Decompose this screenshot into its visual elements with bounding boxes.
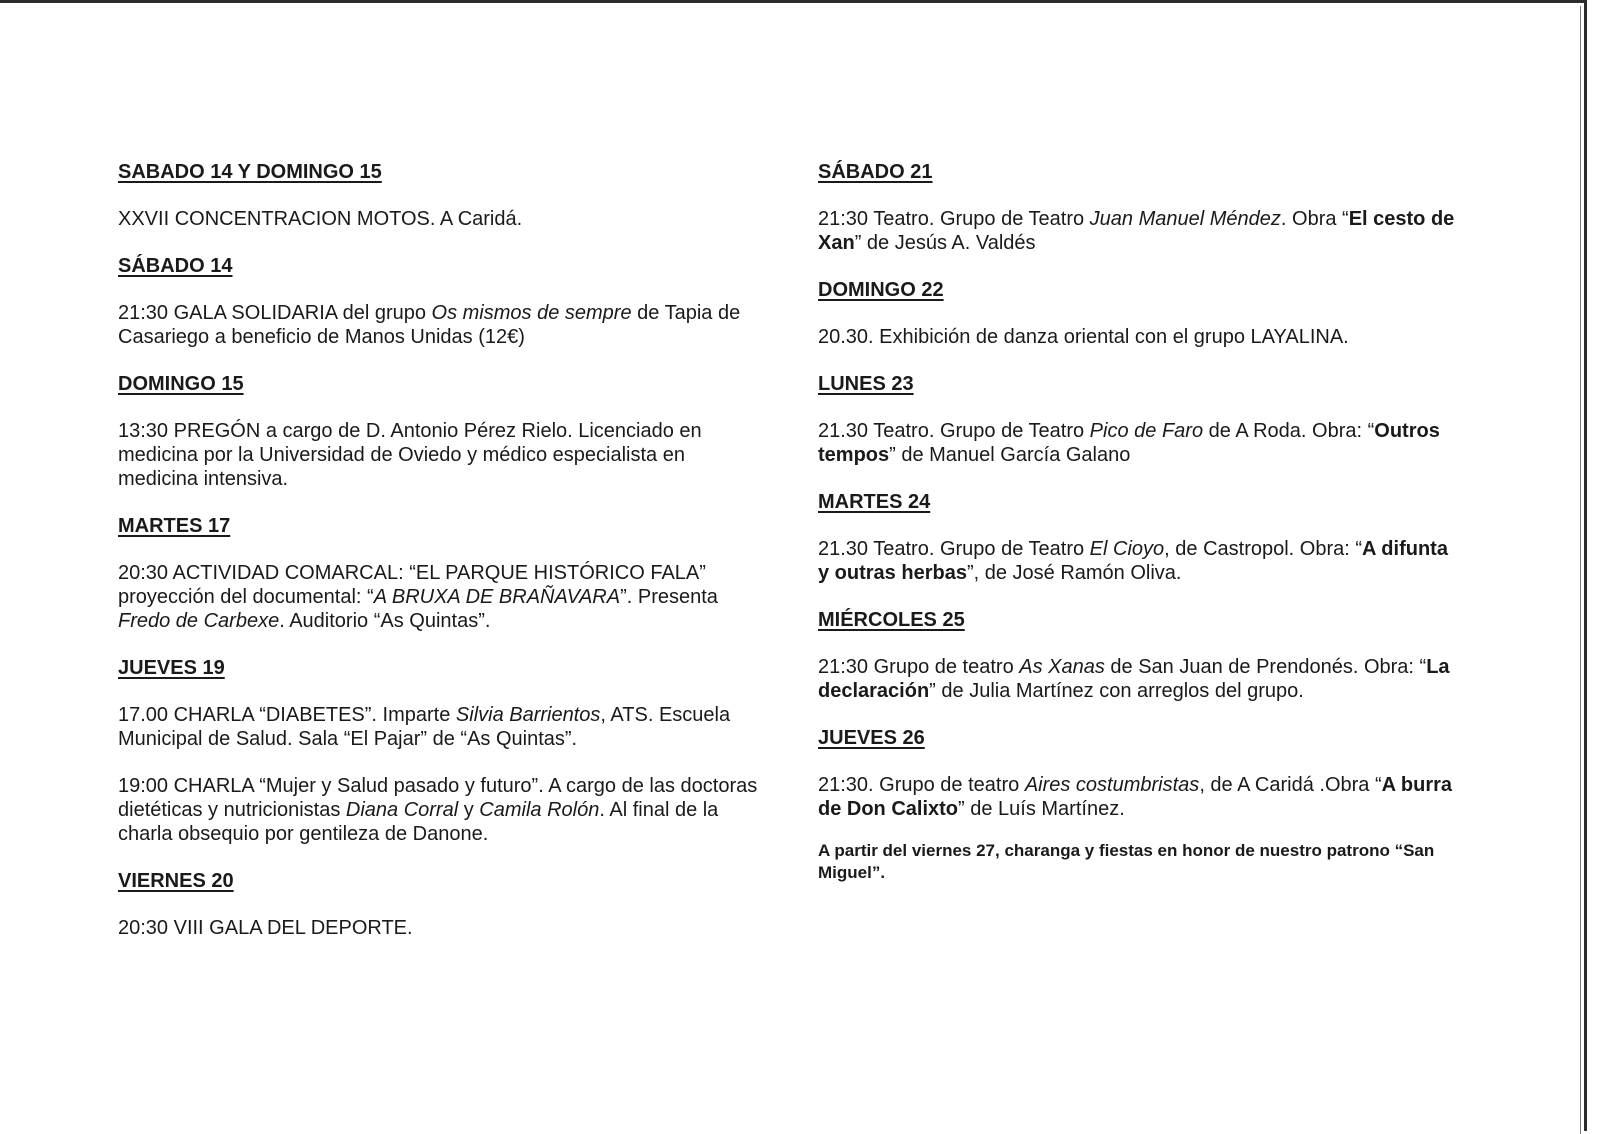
event-entry: 20.30. Exhibición de danza oriental con el grupo LAYALINA. [818,326,1349,348]
day-heading: DOMINGO 15 [118,373,244,395]
day-heading: MARTES 24 [818,491,931,513]
day-heading: JUEVES 26 [818,727,925,749]
event-entry: 21:30. Grupo de teatro Aires costumbristas, de A Caridá .Obra “A burra de Don Calixto” de Luís Martínez. [818,774,1453,820]
closing-note: A partir del viernes 27, charanga y fiestas en honor de nuestro patrono “San Miguel”. [818,841,1435,882]
event-entry: 20:30 VIII GALA DEL DEPORTE. [118,917,413,939]
left-column [118,160,758,963]
event-entry: 21.30 Teatro. Grupo de Teatro El Cioyo, de Castropol. Obra: “A difunta y outras herbas”, de José Ramón Oliva. [818,538,1448,584]
event-entry: 21:30 GALA SOLIDARIA del grupo Os mismos de sempre de Tapia de Casariego a beneficio de Manos Unidas (12€) [118,302,741,348]
day-heading: MARTES 17 [118,515,231,537]
day-heading: MIÉRCOLES 25 [818,609,965,631]
event-entry: 13:30 PREGÓN a cargo de D. Antonio Pérez Rielo. Licenciado en medicina por la Universidad de Oviedo y médico especialista en medicina intensiva. [118,420,702,490]
event-entry: 21:30 Teatro. Grupo de Teatro Juan Manuel Méndez. Obra “El cesto de Xan” de Jesús A. Valdés [818,208,1455,254]
day-heading: SÁBADO 14 [118,255,233,277]
event-entry: 21.30 Teatro. Grupo de Teatro Pico de Faro de A Roda. Obra: “Outros tempos” de Manuel García Galano [818,420,1440,466]
event-entry: XXVII CONCENTRACION MOTOS. A Caridá. [118,208,523,230]
event-entry: 19:00 CHARLA “Mujer y Salud pasado y futuro”. A cargo de las doctoras dietéticas y nutricionistas Diana Corral y Camila Rolón. Al final de la charla obsequio por gentileza de Danone. [118,775,758,845]
event-entry: 21:30 Grupo de teatro As Xanas de San Juan de Prendonés. Obra: “La declaración” de Julia Martínez con arreglos del grupo. [818,656,1450,702]
event-entry: 17.00 CHARLA “DIABETES”. Imparte Silvia Barrientos, ATS. Escuela Municipal de Salud. Sala “El Pajar” de “As Quintas”. [118,704,731,750]
day-heading: JUEVES 19 [118,657,225,679]
right-column [818,160,1458,884]
day-heading: LUNES 23 [818,373,914,395]
day-heading: DOMINGO 22 [818,279,944,301]
event-entry: 20:30 ACTIVIDAD COMARCAL: “EL PARQUE HISTÓRICO FALA” proyección del documental: “A BRUXA DE BRAÑAVARA”. Presenta Fredo de Carbexe. Auditorio “As Quintas”. [118,562,718,632]
day-heading: SÁBADO 21 [818,161,933,183]
day-heading: SABADO 14 Y DOMINGO 15 [118,161,382,183]
day-heading: VIERNES 20 [118,870,234,892]
